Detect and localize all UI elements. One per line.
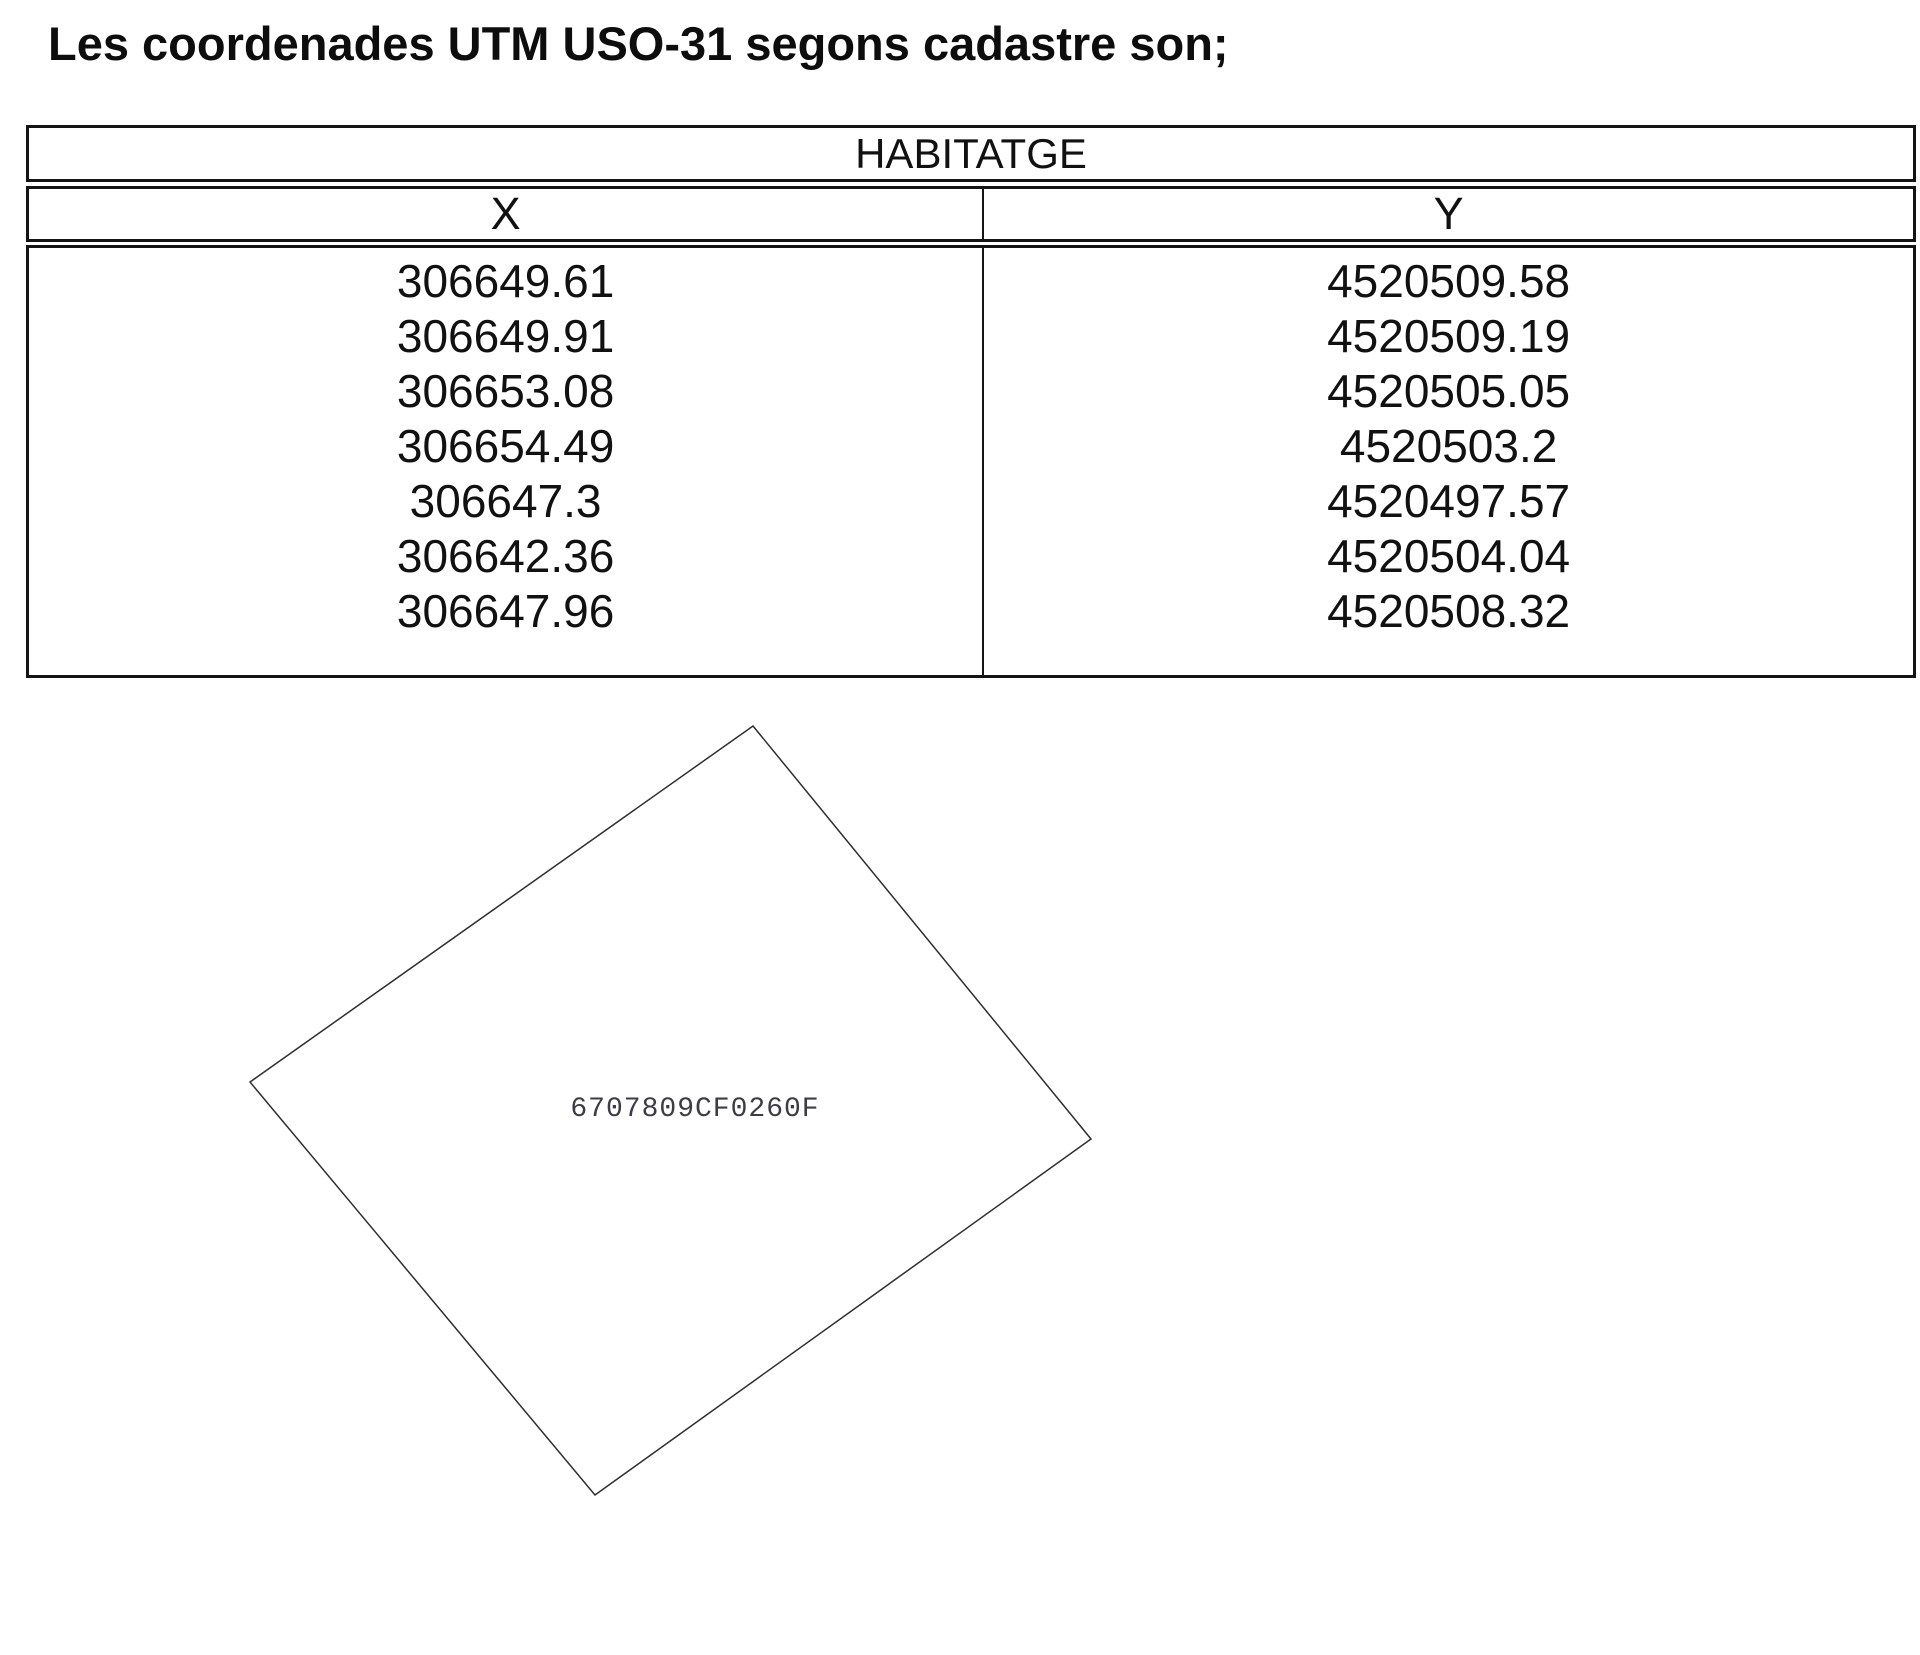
- y-value: 4520509.19: [1327, 310, 1571, 362]
- table-title: HABITATGE: [855, 129, 1087, 177]
- x-value: 306642.36: [396, 530, 615, 582]
- y-value: 4520508.32: [1327, 585, 1571, 637]
- y-value: 4520504.04: [1327, 530, 1571, 582]
- x-value: 306653.08: [396, 365, 615, 417]
- x-value: 306649.91: [396, 310, 615, 362]
- y-value: 4520503.2: [1339, 420, 1558, 472]
- x-value: 306647.96: [396, 585, 615, 637]
- x-value: 306654.49: [396, 420, 615, 472]
- y-value: 4520505.05: [1327, 365, 1571, 417]
- y-value: 4520509.58: [1327, 255, 1571, 307]
- column-header-y: Y: [1433, 188, 1464, 239]
- x-value: 306647.3: [409, 475, 602, 527]
- page-title: Les coordenades UTM USO-31 segons cadastre son;: [48, 17, 1229, 70]
- x-value: 306649.61: [396, 255, 615, 307]
- parcel-reference-label: 6707809CF0260F: [570, 1094, 820, 1125]
- column-header-x: X: [29, 189, 984, 239]
- y-value: 4520497.57: [1327, 475, 1571, 527]
